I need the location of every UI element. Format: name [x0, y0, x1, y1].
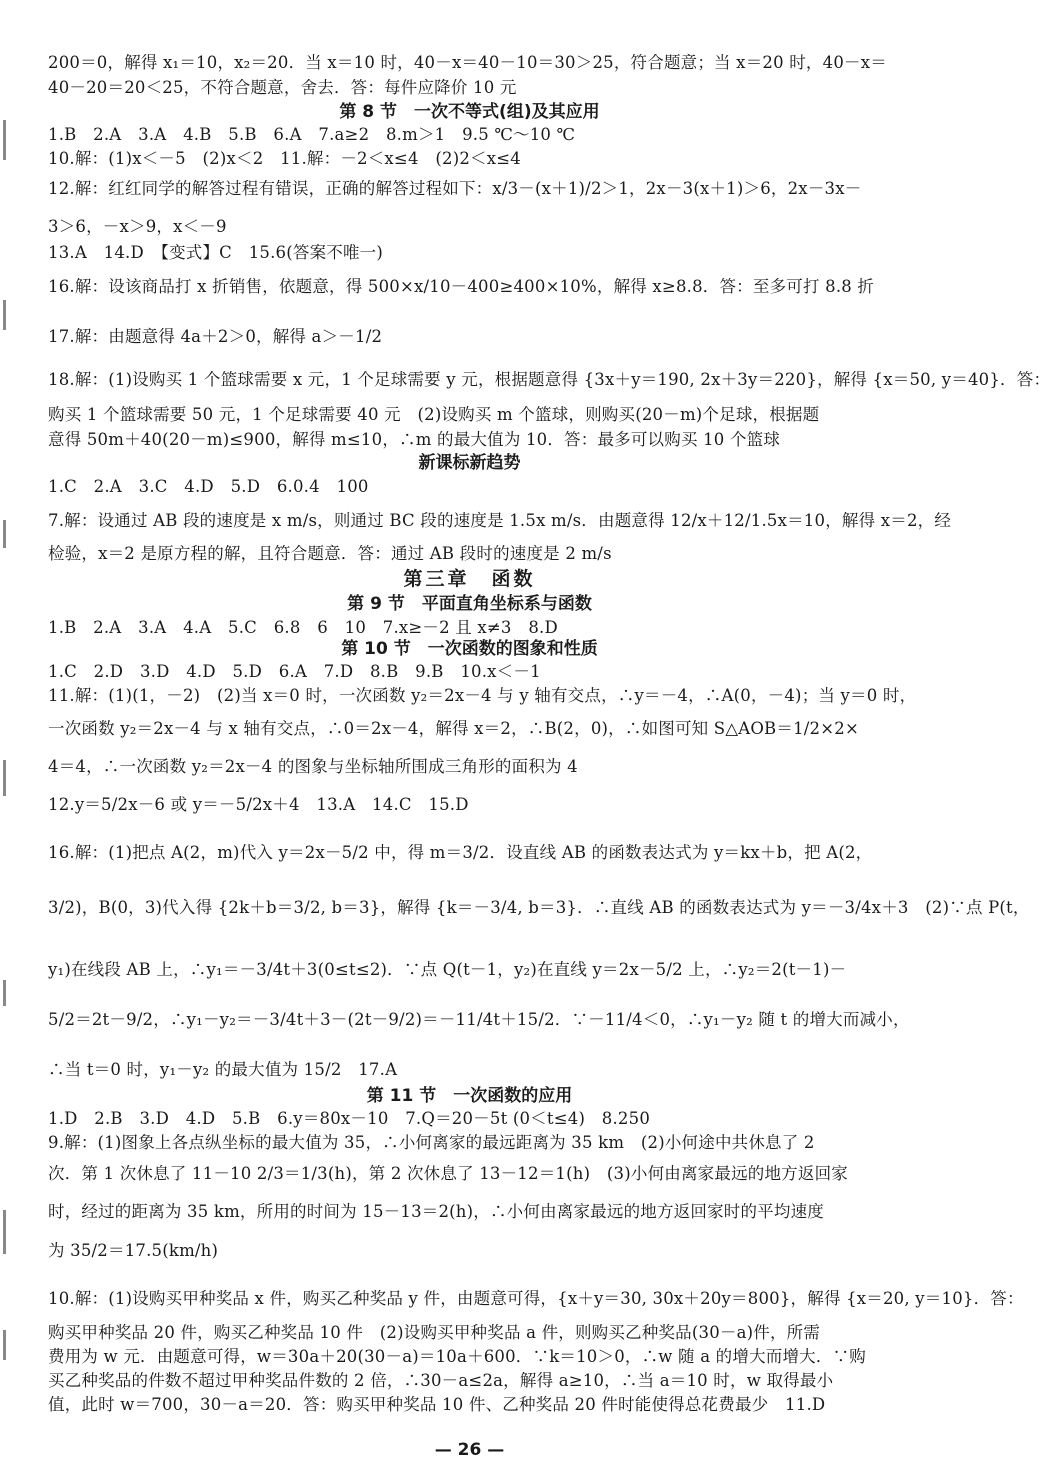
answer-line: 3＞6，－x＞9，x＜－9 — [48, 217, 227, 236]
answer-line: 时，经过的距离为 35 km，所用的时间为 15－13＝2(h)，∴小何由离家最远的地方返回家时的平均速度 — [48, 1202, 824, 1221]
binding-margin — [0, 0, 14, 1476]
answer-line: 1.C 2.D 3.D 4.D 5.D 6.A 7.D 8.B 9.B 10.x＜－1 — [48, 662, 541, 681]
answer-line: 9.解：(1)图象上各点纵坐标的最大值为 35，∴小何离家的最远距离为 35 km (2)小何途中共休息了 2 — [48, 1133, 815, 1152]
answer-line: 3/2)，B(0，3)代入得 {2k＋b＝3/2, b＝3}，解得 {k＝－3/4, b＝3}．∴直线 AB 的函数表达式为 y＝－3/4x＋3 (2)∵点 P(t， — [48, 898, 1030, 917]
answer-line: 12.解：红红同学的解答过程有错误，正确的解答过程如下：x/3－(x＋1)/2＞1，2x－3(x＋1)＞6，2x－3x－ — [48, 179, 862, 198]
text-line: 200＝0，解得 x₁＝10，x₂＝20．当 x＝10 时，40－x＝40－10＝30＞25，符合题意；当 x＝20 时，40－x＝ — [48, 53, 887, 72]
page-number: — 26 — — [434, 1440, 505, 1460]
answer-line: 意得 50m＋40(20－m)≤900，解得 m≤10，∴m 的最大值为 10．答：最多可以购买 10 个篮球 — [48, 430, 781, 449]
section-heading: 新课标新趋势 — [418, 453, 521, 473]
section-heading: 第 10 节 一次函数的图象和性质 — [341, 639, 598, 659]
answer-line: 1.B 2.A 3.A 4.B 5.B 6.A 7.a≥2 8.m＞1 9.5 ℃～10 ℃ — [48, 125, 576, 144]
answer-line: 费用为 w 元．由题意可得，w＝30a＋20(30－a)＝10a＋600．∵k＝10＞0，∴w 随 a 的增大而增大．∵购 — [48, 1347, 866, 1366]
chapter-heading: 第三章 函数 — [403, 568, 536, 590]
answer-line: ∴当 t＝0 时，y₁－y₂ 的最大值为 15/2 17.A — [48, 1060, 398, 1079]
answer-line: y₁)在线段 AB 上，∴y₁＝－3/4t＋3(0≤t≤2)．∵点 Q(t－1，y₂)在直线 y＝2x－5/2 上，∴y₂＝2(t－1)－ — [48, 960, 847, 979]
answer-line: 13.A 14.D 【变式】C 15.6(答案不唯一) — [48, 243, 384, 262]
answer-line: 12.y＝5/2x－6 或 y＝－5/2x＋4 13.A 14.C 15.D — [48, 795, 469, 814]
answer-line: 购买 1 个篮球需要 50 元，1 个足球需要 40 元 (2)设购买 m 个篮球，则购买(20－m)个足球，根据题 — [48, 405, 820, 424]
answer-line: 17.解：由题意得 4a＋2＞0，解得 a＞－1/2 — [48, 327, 383, 346]
section-heading: 第 8 节 一次不等式(组)及其应用 — [339, 102, 600, 122]
answer-line: 10.解：(1)设购买甲种奖品 x 件，购买乙种奖品 y 件，由题意可得，{x＋y＝30, 30x＋20y＝800}，解得 {x＝20, y＝10}．答： — [48, 1289, 1024, 1308]
answer-line: 18.解：(1)设购买 1 个篮球需要 x 元，1 个足球需要 y 元，根据题意得 {3x＋y＝190, 2x＋3y＝220}，解得 {x＝50, y＝40}．答： — [48, 370, 1050, 389]
answer-line: 值，此时 w＝700，30－a＝20．答：购买甲种奖品 10 件、乙种奖品 20 件时能使得总花费最少 11.D — [48, 1395, 826, 1414]
answer-line: 买乙种奖品的件数不超过甲种奖品件数的 2 倍，∴30－a≤2a，解得 a≥10，∴当 a＝10 时，w 取得最小 — [48, 1371, 834, 1390]
answer-line: 1.D 2.B 3.D 4.D 5.B 6.y＝80x－10 7.Q＝20－5t (0＜t≤4) 8.250 — [48, 1109, 651, 1128]
answer-line: 11.解：(1)(1，－2) (2)当 x＝0 时，一次函数 y₂＝2x－4 与 y 轴有交点，∴y＝－4，∴A(0，－4)；当 y＝0 时， — [48, 686, 917, 705]
answer-line: 4＝4，∴一次函数 y₂＝2x－4 的图象与坐标轴所围成三角形的面积为 4 — [48, 757, 578, 776]
answer-line: 7.解：设通过 AB 段的速度是 x m/s，则通过 BC 段的速度是 1.5x m/s．由题意得 12/x＋12/1.5x＝10，解得 x＝2，经 — [48, 511, 952, 530]
answer-line: 10.解：(1)x＜－5 (2)x＜2 11.解：－2＜x≤4 (2)2＜x≤4 — [48, 149, 521, 168]
answer-line: 一次函数 y₂＝2x－4 与 x 轴有交点，∴0＝2x－4，解得 x＝2，∴B(2，0)，∴如图可知 S△AOB＝1/2×2× — [48, 719, 859, 738]
answer-line: 次．第 1 次休息了 11－10 2/3＝1/3(h)，第 2 次休息了 13－12＝1(h) (3)小何由离家最远的地方返回家 — [48, 1164, 848, 1183]
section-heading: 第 11 节 一次函数的应用 — [366, 1086, 573, 1106]
answer-line: 检验，x＝2 是原方程的解，且符合题意．答：通过 AB 段时的速度是 2 m/s — [48, 544, 612, 563]
answer-line: 1.B 2.A 3.A 4.A 5.C 6.8 6 10 7.x≥－2 且 x≠3 8.D — [48, 618, 558, 637]
section-heading: 第 9 节 平面直角坐标系与函数 — [347, 594, 592, 614]
answer-line: 购买甲种奖品 20 件，购买乙种奖品 10 件 (2)设购买甲种奖品 a 件，则购买乙种奖品(30－a)件，所需 — [48, 1323, 821, 1342]
text-line: 40－20＝20＜25，不符合题意，舍去．答：每件应降价 10 元 — [48, 78, 517, 97]
answer-line: 为 35/2＝17.5(km/h) — [48, 1241, 219, 1260]
answer-line: 16.解：(1)把点 A(2，m)代入 y＝2x－5/2 中，得 m＝3/2．设直线 AB 的函数表达式为 y＝kx＋b，把 A(2， — [48, 843, 873, 862]
answer-line: 16.解：设该商品打 x 折销售，依题意，得 500×x/10－400≥400×10%，解得 x≥8.8．答：至多可打 8.8 折 — [48, 277, 875, 296]
answer-line: 1.C 2.A 3.C 4.D 5.D 6.0.4 100 — [48, 477, 369, 496]
answer-line: 5/2＝2t－9/2，∴y₁－y₂＝－3/4t＋3－(2t－9/2)＝－11/4t＋15/2．∵－11/4＜0，∴y₁－y₂ 随 t 的增大而减小， — [48, 1010, 910, 1029]
